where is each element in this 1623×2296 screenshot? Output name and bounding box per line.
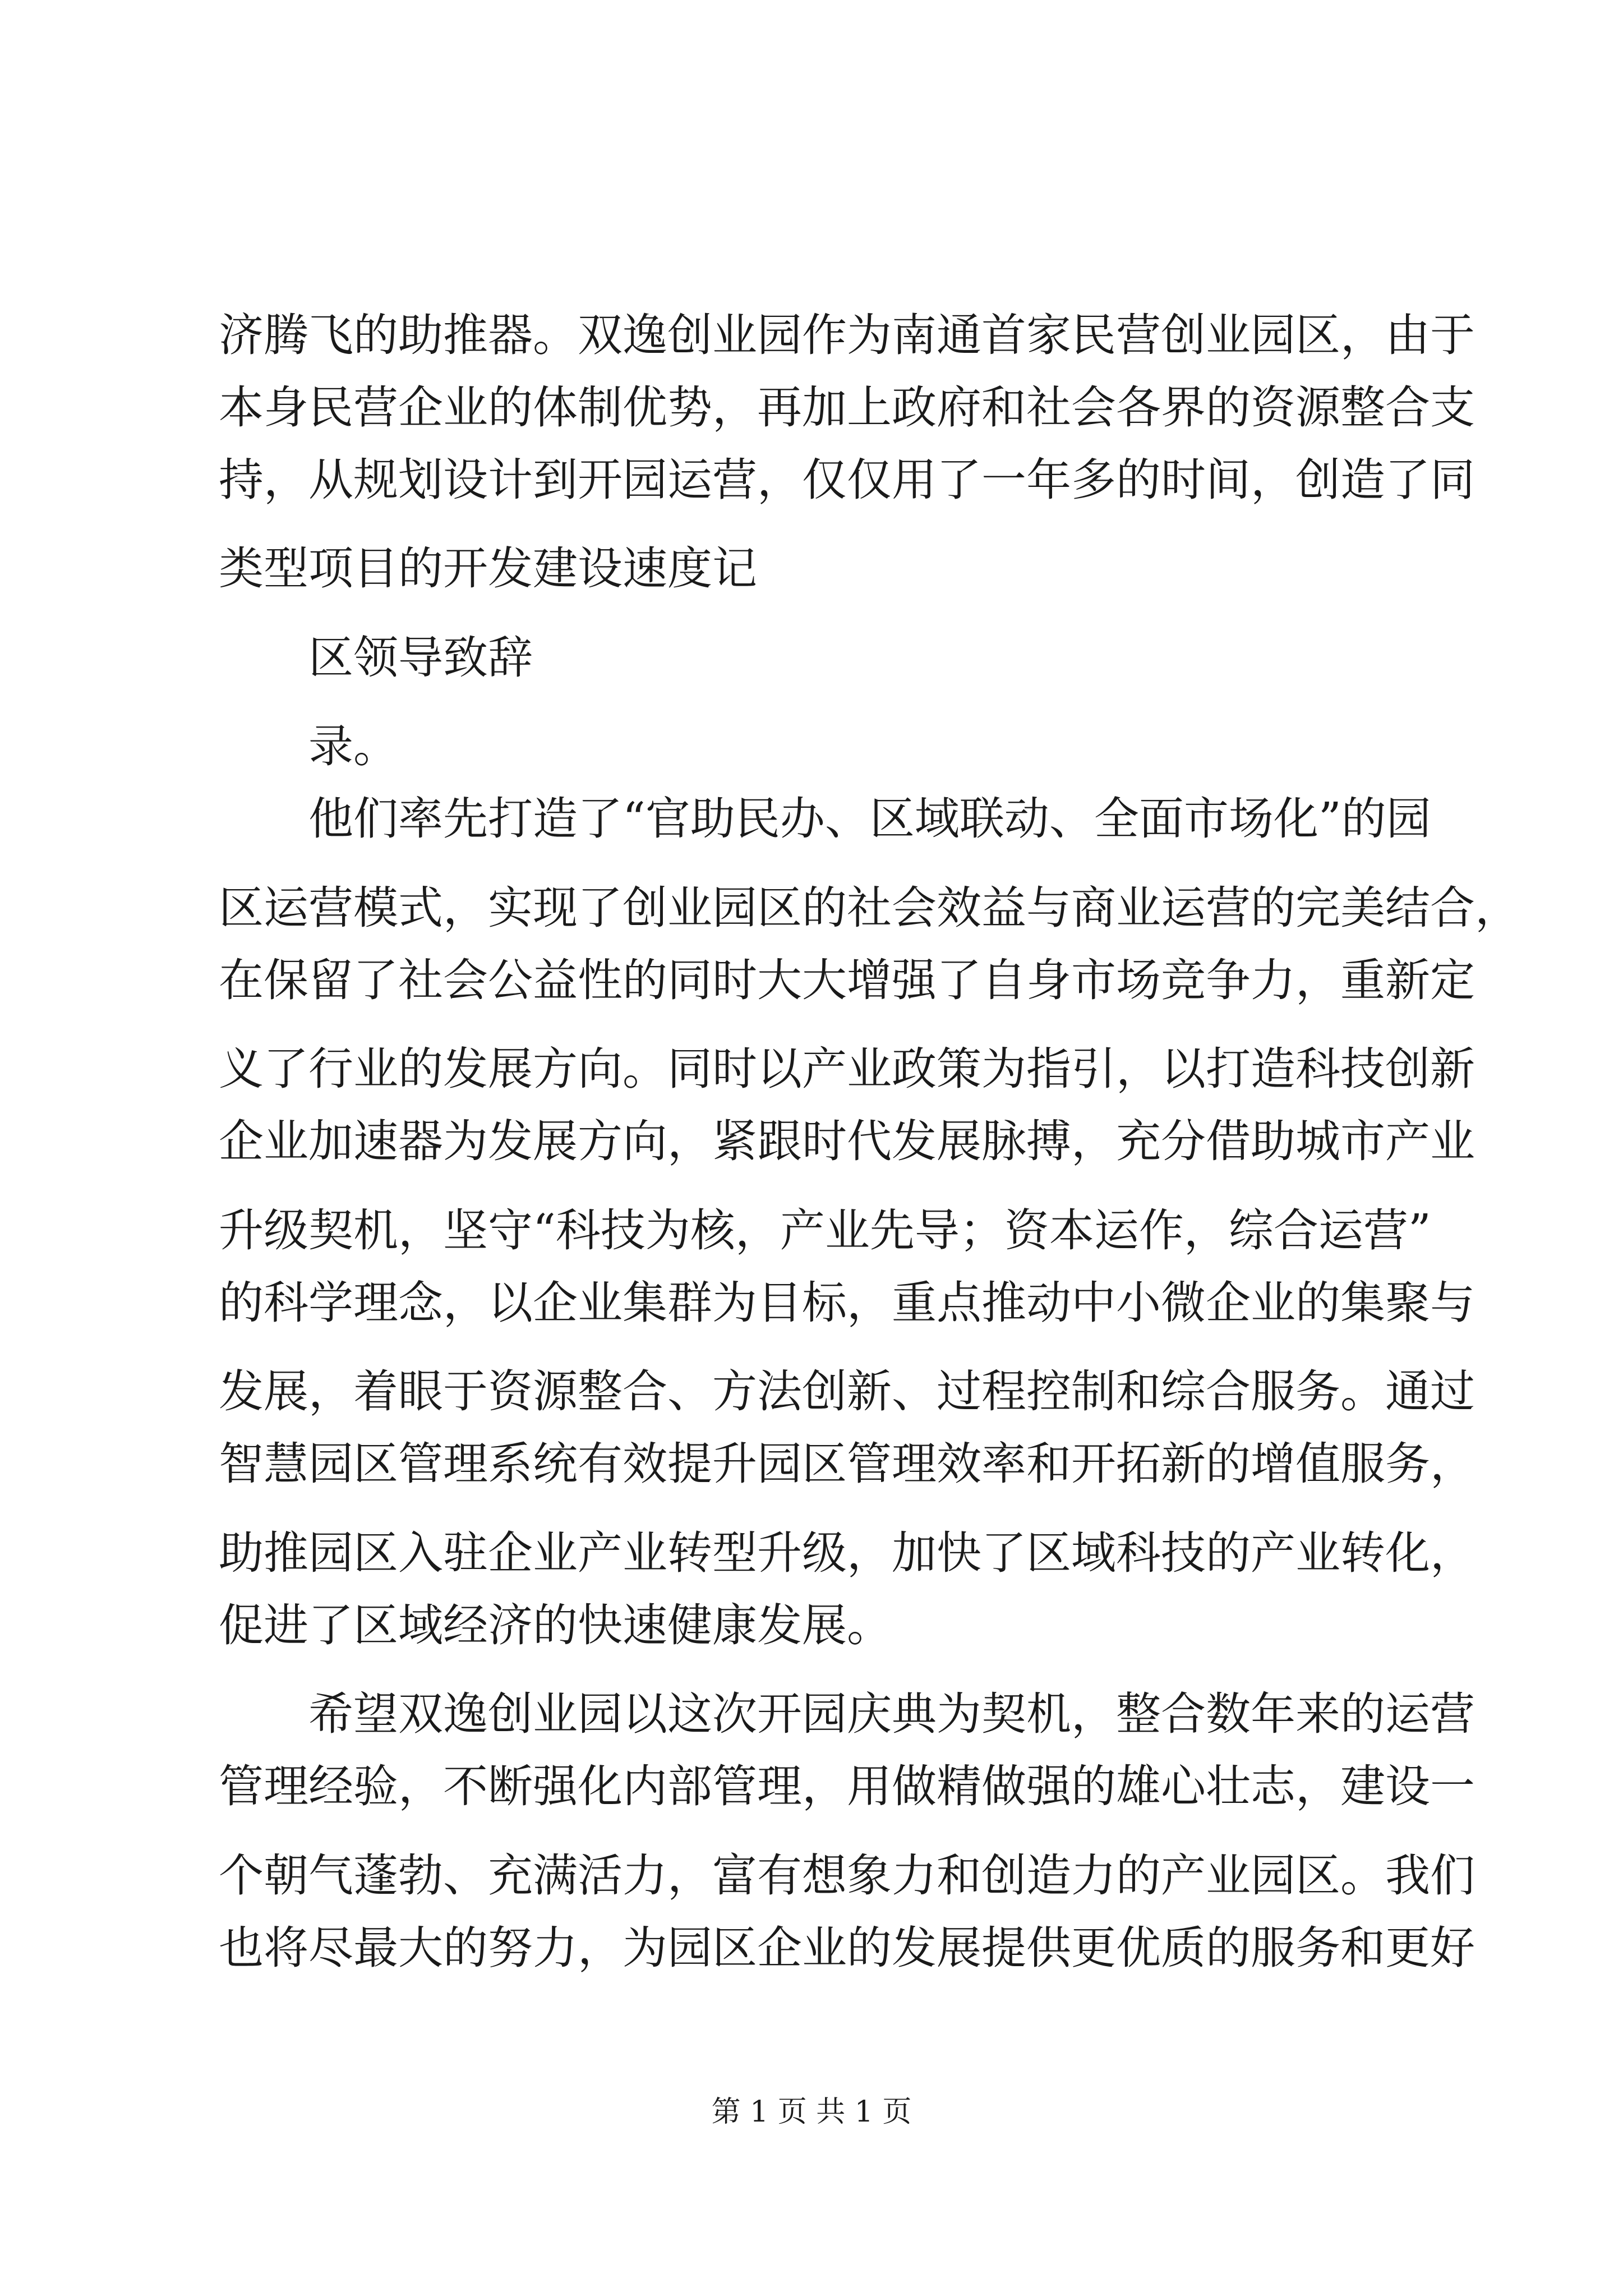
text-line: 希望双逸创业园以这次开园庆典为契机，整合数年来的运营 xyxy=(308,1688,1475,1740)
text-line: 区运营模式，实现了创业园区的社会效益与商业运营的完美结合， xyxy=(219,882,1520,934)
text-line: 义了行业的发展方向。同时以产业政策为指引，以打造科技创新 xyxy=(219,1043,1475,1095)
text-line: 也将尽最大的努力，为园区企业的发展提供更优质的服务和更好 xyxy=(219,1922,1475,1974)
text-line: 他们率先打造了“官助民办、区域联动、全面市场化”的园 xyxy=(308,793,1431,845)
text-line: 类型项目的开发建设速度记 xyxy=(219,542,757,595)
text-line: 升级契机，坚守“科技为核，产业先导；资本运作，综合运营” xyxy=(219,1204,1431,1257)
text-line: 区领导致辞 xyxy=(308,632,533,684)
text-line: 济腾飞的助推器。双逸创业园作为南通首家民营创业园区，由于 xyxy=(219,309,1475,361)
text-line: 促进了区域经济的快速健康发展。 xyxy=(219,1599,892,1651)
text-line: 的科学理念，以企业集群为目标，重点推动中小微企业的集聚与 xyxy=(219,1277,1475,1329)
text-line: 发展，着眼于资源整合、方法创新、过程控制和综合服务。通过 xyxy=(219,1365,1475,1418)
text-line: 助推园区入驻企业产业转型升级，加快了区域科技的产业转化， xyxy=(219,1527,1475,1579)
text-line: 智慧园区管理系统有效提升园区管理效率和开拓新的增值服务， xyxy=(219,1438,1475,1490)
text-line: 管理经验，不断强化内部管理，用做精做强的雄心壮志，建设一 xyxy=(219,1760,1475,1812)
text-line: 持，从规划设计到开园运营，仅仅用了一年多的时间，创造了同 xyxy=(219,454,1475,506)
text-line: 录。 xyxy=(308,720,398,772)
text-line: 个朝气蓬勃、充满活力，富有想象力和创造力的产业园区。我们 xyxy=(219,1849,1475,1902)
text-line: 企业加速器为发展方向，紧跟时代发展脉搏，充分借助城市产业 xyxy=(219,1115,1475,1167)
text-line: 本身民营企业的体制优势，再加上政府和社会各界的资源整合支 xyxy=(219,381,1475,434)
text-line: 在保留了社会公益性的同时大大增强了自身市场竞争力，重新定 xyxy=(219,954,1475,1006)
page-number-footer: 第 1 页 共 1 页 xyxy=(711,2095,912,2129)
